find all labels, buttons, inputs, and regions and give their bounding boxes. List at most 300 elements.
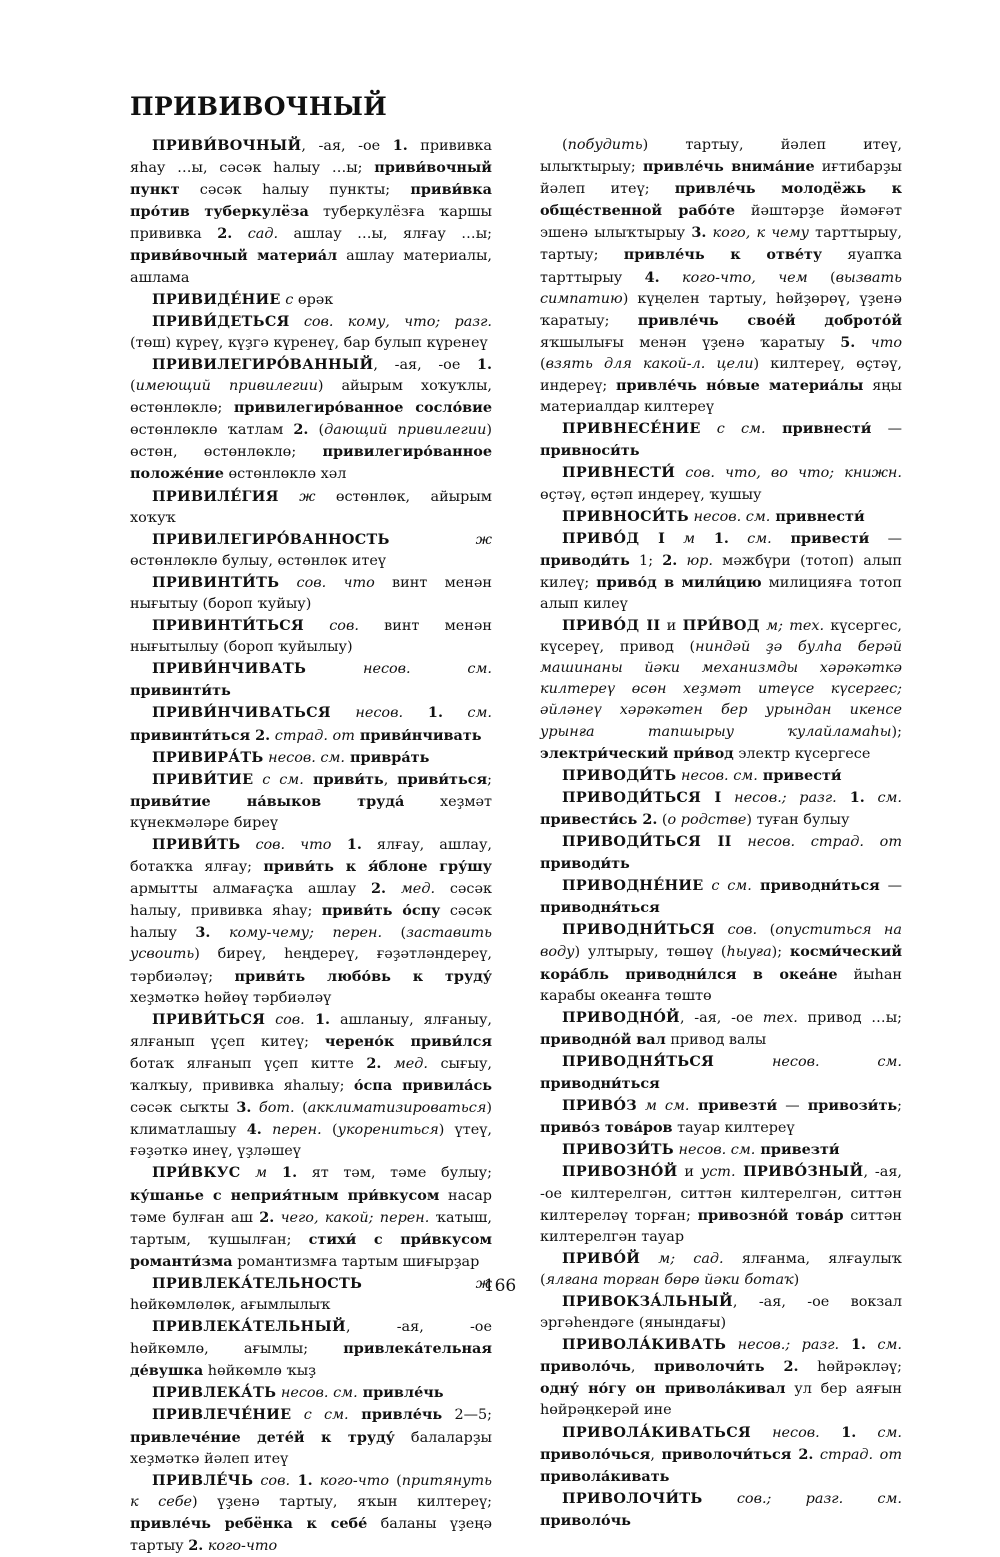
headword: ПРИВИ́ТЬСЯ xyxy=(152,1010,266,1028)
grammar-note: ж xyxy=(362,1275,492,1292)
bold-phrase: привле́чь к отве́ту xyxy=(623,246,823,264)
bold-phrase: привле́чь внима́ние xyxy=(642,158,815,176)
definition-text: ) xyxy=(793,1271,800,1288)
definition-text: привод …ы; xyxy=(797,1009,902,1026)
dictionary-entry xyxy=(540,1161,902,1247)
bold-phrase: привлека́тельная де́вушка xyxy=(130,1340,492,1380)
dictionary-column-right xyxy=(540,135,902,1532)
dictionary-entry xyxy=(540,506,902,528)
bold-phrase: 1. xyxy=(839,1336,866,1354)
definition-text: ) тартыу, йәлеп итеү, ылыҡтырыу; xyxy=(540,137,902,176)
dictionary-entry xyxy=(130,747,492,769)
definition-text: ) туған булыу xyxy=(746,811,850,828)
dictionary-entry xyxy=(540,1291,902,1334)
bold-phrase: 1. xyxy=(290,1471,313,1489)
grammar-note: ж xyxy=(278,488,316,505)
dictionary-entry xyxy=(130,289,492,311)
headword: ПРИВОЛА́КИВАТЬ xyxy=(562,1336,727,1354)
definition-text: винт менән нығытылыу (бороп ҡуйылыу) xyxy=(130,618,493,656)
headword: ПРИВОКЗА́ЛЬНЫЙ xyxy=(562,1292,733,1310)
definition-text: ) айырым хоҡуҡлы, өстөнлөклө; xyxy=(130,378,493,417)
bold-phrase: приви́тие на́выков труда́ xyxy=(130,792,405,810)
bold-phrase: приви́вочный материа́л xyxy=(130,247,338,265)
definition-text: , -ая, -ое xyxy=(373,356,477,373)
definition-text: ) ултырыу, төшөү ( xyxy=(574,944,727,961)
bold-phrase: приводи́ть xyxy=(540,855,630,873)
bold-phrase: косми́ческий кора́бль приводни́лся в океа́не xyxy=(540,943,902,983)
headword: ПРИВИДЕ́НИЕ xyxy=(152,290,281,308)
headword: ПРИВОЗНО́Й xyxy=(562,1163,678,1181)
grammar-note: имеющий привилегии xyxy=(135,378,318,395)
headword: ПРИВИЛЕ́ГИЯ xyxy=(152,487,279,505)
bold-phrase: 2. xyxy=(259,1208,275,1226)
grammar-note: кого-что xyxy=(203,1538,278,1554)
headword: ПРИВИНТИ́ТЬСЯ xyxy=(152,617,304,635)
bold-phrase: приви́ть о́спу xyxy=(321,902,441,920)
bold-phrase: 3. xyxy=(236,1099,252,1117)
headword: ПРИВИ́ТЬ xyxy=(152,836,241,853)
grammar-note: сов. что xyxy=(240,837,332,853)
definition-text: — xyxy=(879,878,903,895)
definition-text: баланы үҙеңә тартыу xyxy=(130,1515,492,1554)
grammar-note: что xyxy=(855,334,902,351)
headword: ПРИВИ́НЧИВАТЬСЯ xyxy=(152,704,331,722)
dictionary-entry xyxy=(540,135,902,418)
grammar-note: акклиматизироваться xyxy=(307,1100,487,1117)
grammar-note: притянуть к себе xyxy=(130,1472,492,1510)
grammar-note: несов.; разг. xyxy=(726,1337,840,1354)
dictionary-entry xyxy=(130,1382,492,1404)
dictionary-entry xyxy=(540,875,902,919)
headword: ПРИ́ВКУС xyxy=(152,1164,241,1182)
headword: ПРИВНЕСЕ́НИЕ xyxy=(562,420,701,438)
grammar-note: несов. страд. от xyxy=(731,834,902,850)
bold-phrase: 1. xyxy=(392,137,408,154)
definition-text: мәжбүри (тотоп) алып килеү; xyxy=(540,552,902,591)
grammar-note: бот. xyxy=(251,1100,295,1117)
definition-text: ( xyxy=(807,269,836,286)
definition-text: ялғау, ашлау, ботаҡҡа ялғау; xyxy=(130,837,492,876)
grammar-note: см. xyxy=(864,789,903,806)
definition-text: ) климатлашыу xyxy=(130,1100,492,1139)
definition-text: ашлау материалы, ашлама xyxy=(130,248,492,286)
definition-text: ( xyxy=(562,137,568,153)
definition-text: ( xyxy=(389,1472,402,1489)
grammar-note: мед. xyxy=(381,1055,428,1072)
definition-text: тауар килтереү xyxy=(672,1120,795,1137)
grammar-note: кого-что xyxy=(312,1472,390,1489)
headword: ПРИВИ́ДЕТЬСЯ xyxy=(152,312,290,330)
grammar-note: несов. xyxy=(750,1424,820,1441)
bold-phrase: приви́вка про́тив туберкулёза xyxy=(130,181,492,221)
grammar-note: страд. от xyxy=(813,1446,902,1463)
dictionary-entry xyxy=(130,1404,492,1469)
headword: ПРИВЛЕКА́ТЕЛЬНЫЙ xyxy=(152,1318,346,1336)
bold-phrase: 1. xyxy=(267,1164,298,1182)
headword: ПРИВОЗИ́ТЬ xyxy=(562,1141,674,1159)
grammar-note: несов. см. xyxy=(676,767,758,784)
bold-phrase: 4. xyxy=(246,1121,262,1139)
headword: ПРИВОЛОЧИ́ТЬ xyxy=(562,1489,703,1507)
bold-phrase: привле́чь молодёжь к обще́ственной рабо́те xyxy=(540,180,902,220)
grammar-note: о родстве xyxy=(667,811,747,828)
definition-text: — xyxy=(777,1098,808,1115)
grammar-note: несов. xyxy=(330,705,404,722)
dictionary-entry xyxy=(540,831,902,875)
definition-text: ); xyxy=(891,723,902,740)
dictionary-entry xyxy=(540,1095,902,1139)
grammar-note: сов. что, во что; книжн. xyxy=(675,465,902,482)
bold-phrase: привле́чь xyxy=(357,1384,444,1402)
bold-phrase: 1. xyxy=(304,1010,331,1028)
bold-phrase: 5. xyxy=(840,333,856,351)
definition-text: , -ая, -ое xyxy=(679,1009,763,1026)
dictionary-entry xyxy=(540,528,902,615)
grammar-note: побудить xyxy=(567,137,643,153)
dictionary-entry xyxy=(130,572,492,615)
grammar-note: м xyxy=(240,1165,268,1182)
grammar-note: чего, какой; перен. xyxy=(274,1209,430,1226)
bold-phrase: 4. xyxy=(644,268,660,286)
bold-phrase: привести́ xyxy=(771,529,870,547)
definition-text: ( xyxy=(540,355,546,372)
grammar-note: тех. xyxy=(762,1009,798,1026)
grammar-note: перен. xyxy=(261,1122,322,1139)
grammar-note: несов. см. xyxy=(306,661,492,678)
grammar-note: с см. xyxy=(253,771,304,788)
grammar-note: см. xyxy=(866,1337,902,1354)
grammar-note: вызвать симпатию xyxy=(540,269,902,307)
grammar-note: с см. xyxy=(700,421,766,438)
dictionary-entry xyxy=(540,1139,902,1161)
headword: ПРИВЛЕКА́ТЕЛЬНОСТЬ xyxy=(152,1274,363,1292)
bold-phrase: 3. xyxy=(691,224,707,242)
definition-text: туберкулёзға ҡаршы прививка xyxy=(130,204,492,243)
bold-phrase: приводни́ться xyxy=(540,1075,660,1093)
dictionary-entry xyxy=(540,1007,902,1051)
definition-text: өстөнлөклө ҡатлам xyxy=(130,422,294,439)
grammar-note: м; сад. xyxy=(640,1250,724,1267)
definition-text: привод валы xyxy=(665,1031,767,1048)
definition-text: романтизмға тартым шиғырҙар xyxy=(232,1253,480,1270)
headword: ПРИВОДНО́Й xyxy=(562,1008,680,1026)
bold-phrase: ку́шанье с неприя́тным при́вкусом xyxy=(130,1186,440,1204)
dictionary-entry xyxy=(540,1488,902,1532)
bold-phrase: черено́к приви́лся xyxy=(324,1032,492,1050)
definition-text: , -ая, -ое һөйкөмлө, ағымлы; xyxy=(130,1319,492,1358)
grammar-note: несов. см. xyxy=(688,508,771,525)
bold-phrase: приволо́чь xyxy=(540,1511,631,1529)
definition-text: ( xyxy=(757,922,776,939)
dictionary-entry xyxy=(540,418,902,462)
definition-text: яңы материалдар килтереү xyxy=(540,378,902,416)
definition-text: иғтибарҙы йәлеп итеү; xyxy=(540,159,903,198)
definition-text: милицияға тотоп алып килеү xyxy=(540,574,902,612)
headword: ПРИ́ВОД xyxy=(682,617,760,635)
definition-text: сәсәк һалыу пункты; xyxy=(179,182,411,199)
dictionary-entry xyxy=(540,765,902,787)
headword: ПРИВЛЕЧЕ́НИЕ xyxy=(152,1406,292,1424)
bold-phrase: привле́чь ребёнка к себе́ xyxy=(130,1514,368,1532)
grammar-note: сов. xyxy=(265,1011,305,1028)
headword: ПРИВОДИ́ТЬСЯ II xyxy=(562,833,732,850)
definition-text: өстөнлөк, айырым хоҡуҡ xyxy=(130,488,492,526)
grammar-note: страд. от xyxy=(270,727,355,744)
definition-text: ялғанма, ялғаулыҡ ( xyxy=(540,1250,902,1288)
definition-text: һөйрәкләү; xyxy=(798,1359,902,1376)
definition-text: , -ая, -ое вокзал эргәһендәге (янындағы) xyxy=(540,1293,902,1332)
bold-phrase: привноси́ть xyxy=(540,442,640,460)
bold-phrase: привинти́ться 2. xyxy=(130,726,271,744)
bold-phrase: привра́ть xyxy=(344,748,430,766)
dictionary-entry xyxy=(540,1422,902,1488)
bold-phrase: привести́сь 2. xyxy=(540,810,658,828)
definition-text: ); xyxy=(771,944,790,961)
bold-phrase: приви́ть любо́вь к труду́ xyxy=(234,967,492,985)
headword: ПРИВОДНИ́ТЬСЯ xyxy=(562,921,716,939)
grammar-note: дающий привилегии xyxy=(324,422,487,439)
grammar-note: кого-что, чем xyxy=(659,269,808,286)
headword: ПРИВОДНЕ́НИЕ xyxy=(562,877,704,895)
bold-phrase: 1. xyxy=(331,836,362,853)
definition-text: армытты алмағаҫҡа ашлау xyxy=(130,881,372,898)
dictionary-column-left xyxy=(130,135,492,1557)
bold-phrase: приви́ть xyxy=(303,770,384,788)
headword: ПРИВО́З xyxy=(562,1097,637,1115)
dictionary-entry xyxy=(540,1051,902,1095)
grammar-note: сов. что xyxy=(279,574,375,591)
definition-text: ) өстөн, өстөнлөклө; xyxy=(130,422,492,461)
definition-text: , -ая, -ое xyxy=(301,138,393,154)
headword: ПРИВЛЕ́ЧЬ xyxy=(152,1471,254,1489)
bold-phrase: приводни́ться xyxy=(751,877,880,895)
bold-phrase: приви́ться xyxy=(397,770,488,788)
bold-phrase: приви́вочный пункт xyxy=(130,159,492,199)
bold-phrase: привезти́ xyxy=(755,1141,840,1159)
bold-phrase: привле́чь xyxy=(348,1406,443,1424)
dictionary-entry xyxy=(130,135,492,289)
definition-text: йәштәрҙе йәмәғәт эшенә ылыҡтырыу xyxy=(540,203,902,242)
definition-text: ( xyxy=(321,1122,338,1139)
headword: ПРИВИ́ТИЕ xyxy=(152,770,254,788)
definition-text: сығыу, ҡалҡыу, прививка яһалыу; xyxy=(130,1055,492,1095)
bold-phrase: о́спа привила́сь xyxy=(353,1077,493,1095)
grammar-note: см. xyxy=(728,530,772,547)
grammar-note: несов. см. xyxy=(276,1385,358,1402)
bold-phrase: приви́ть к я́блоне гру́шу xyxy=(263,858,492,876)
dictionary-entry xyxy=(130,1162,492,1272)
grammar-note: мед. xyxy=(386,881,436,898)
grammar-note: сов. xyxy=(715,922,758,939)
bold-phrase: одну́ но́гу он привола́кивал xyxy=(540,1380,786,1398)
grammar-note: см. xyxy=(442,705,492,722)
dictionary-entry xyxy=(130,658,492,702)
definition-text: балаларҙы хеҙмәткә йәлеп итеү xyxy=(130,1429,492,1467)
grammar-note: несов. см. xyxy=(714,1053,902,1070)
definition-text: насар тәме булған аш xyxy=(130,1187,492,1226)
dictionary-entry xyxy=(130,834,492,1009)
bold-phrase: привнести́ xyxy=(765,420,872,438)
dictionary-entry xyxy=(130,702,492,746)
bold-phrase: электри́ческий при́вод xyxy=(540,744,734,762)
definition-text: өрәк xyxy=(293,291,334,308)
definition-text: ( xyxy=(308,422,325,439)
bold-phrase: приволо́чься xyxy=(540,1445,651,1463)
definition-text: и xyxy=(677,1164,701,1181)
grammar-note: м; тех. xyxy=(759,618,825,635)
definition-text: һөйкөмлөлөк, ағымлылыҡ xyxy=(130,1296,331,1313)
bold-phrase: стихи́ с при́вкусом романти́зма xyxy=(130,1230,492,1270)
bold-phrase: привола́кивать xyxy=(540,1467,670,1485)
dictionary-entry xyxy=(130,311,492,354)
definition-text: тарттырыу, тартыу; xyxy=(540,225,902,264)
bold-phrase: I xyxy=(639,529,665,547)
bold-phrase: 2. xyxy=(791,1445,814,1463)
bold-phrase: привилегиро́ванное положе́ние xyxy=(130,443,492,483)
grammar-note: сов. xyxy=(304,618,359,635)
grammar-note: сов.; разг. см. xyxy=(702,1490,902,1507)
dictionary-entry xyxy=(130,529,492,572)
definition-text: ) биреү, һеңдереү, ғәҙәтләндереү, тәрбиәләү; xyxy=(130,946,492,985)
bold-phrase: 1. xyxy=(819,1423,857,1441)
definition-text: ят тәм, тәме булыу; xyxy=(297,1165,492,1182)
bold-phrase: 1. xyxy=(403,704,443,722)
definition-text: (төш) күреү, күҙгә күренеү, бар булып күренеү xyxy=(130,334,488,351)
definition-text: һөйкөмлө ҡыҙ xyxy=(203,1363,316,1380)
grammar-note: несов.; разг. xyxy=(721,789,837,806)
grammar-note: с см. xyxy=(291,1407,349,1424)
definition-text: ; xyxy=(487,771,492,788)
bold-phrase: 3. xyxy=(195,924,211,942)
definition-text: , xyxy=(650,1446,662,1463)
grammar-note: һыуға xyxy=(726,944,772,961)
definition-text: , xyxy=(630,1359,655,1376)
headword: ПРИВЛЕКА́ТЬ xyxy=(152,1384,277,1402)
bold-phrase: приво́д в мили́цию xyxy=(596,573,762,591)
bold-phrase: привле́чь свое́й доброто́й xyxy=(637,311,903,329)
grammar-note: несов. см. xyxy=(673,1142,756,1159)
grammar-note: несов. см. xyxy=(263,749,345,766)
definition-text: өстөнлөклө булыу, өстөнлөк итеү xyxy=(130,552,386,569)
definition-text: ( xyxy=(294,1100,308,1117)
grammar-note: м xyxy=(664,530,696,547)
dictionary-entry xyxy=(540,919,902,1006)
grammar-note: юр. xyxy=(677,552,713,569)
grammar-note: опуститься на воду xyxy=(540,922,902,961)
bold-phrase: приволо́чь xyxy=(540,1358,631,1376)
bold-phrase: привле́чь но́вые материа́лы xyxy=(616,377,864,395)
definition-text: күсергес, күсереү, привод ( xyxy=(540,618,902,656)
bold-phrase: 1. xyxy=(695,529,729,547)
definition-text: өстөнлөклө хәл xyxy=(223,466,347,483)
dictionary-entry xyxy=(130,486,492,529)
bold-phrase: 1. xyxy=(476,355,492,373)
dictionary-entry xyxy=(540,1334,902,1421)
definition-text: ( xyxy=(130,378,136,395)
bold-phrase: приводи́ть xyxy=(540,551,630,569)
bold-phrase: 2. xyxy=(293,421,309,439)
bold-phrase: 2. xyxy=(371,880,387,898)
definition-text: ( xyxy=(657,811,668,828)
bold-phrase: 2. xyxy=(366,1054,382,1072)
grammar-note: ж xyxy=(389,531,492,548)
definition-text: йыһан карабы океанға төштө xyxy=(540,966,902,1004)
grammar-note: сов. xyxy=(253,1472,291,1489)
bold-phrase: привнести́ xyxy=(770,507,865,525)
bold-phrase: приволочи́ться xyxy=(661,1445,792,1463)
grammar-note: сад. xyxy=(232,226,279,243)
bold-phrase: приволочи́ть 2. xyxy=(654,1358,799,1376)
definition-text: и xyxy=(660,618,683,635)
headword: ПРИВИНТИ́ТЬ xyxy=(152,573,280,591)
dictionary-entry xyxy=(130,354,492,486)
bold-phrase: приво́з това́ров xyxy=(540,1119,673,1137)
grammar-note: ниндәй ҙә булһа берәй машинаны йәки механизмды хәрәкәткә килтереү өсөн хеҙмәт итеүсе күсергес; әйләнеү хәрәкәтен бер урындан икенсе урынға тапшырыу ҡулайламаһы xyxy=(540,639,902,740)
definition-text: сәсәк һалыу, прививка яһау; xyxy=(130,881,493,920)
bold-phrase: привилегиро́ванное сосло́вие xyxy=(233,399,492,417)
grammar-note: укорениться xyxy=(337,1122,439,1139)
headword: ПРИВНЕСТИ́ xyxy=(562,464,676,482)
definition-text: ситтән килтерелгән тауар xyxy=(540,1207,902,1245)
headword: ПРИВИЛЕГИРО́ВАННЫЙ xyxy=(152,355,374,373)
definition-text: , -ая, -ое килтерелгән, ситтән килтерелгән, ситтән килтереләү торған; xyxy=(540,1164,902,1224)
definition-text: 1; xyxy=(629,552,663,569)
definition-text: ) килтереү, өҫтәү, индереү; xyxy=(540,355,902,395)
bold-phrase: 2. xyxy=(217,225,233,243)
definition-text: ) күңелен тартыу, һөйҙөрөү, үҙенә ҡаратыу; xyxy=(540,290,902,329)
definition-text: , xyxy=(383,771,398,788)
definition-text: ҡатыш, тартым, ҡушылған; xyxy=(130,1209,492,1248)
definition-text: — xyxy=(869,530,902,547)
definition-text: хеҙмәт күнекмәләре биреү xyxy=(130,793,492,831)
bold-phrase: привозно́й това́р xyxy=(697,1206,844,1224)
headword: ПРИВОДНЯ́ТЬСЯ xyxy=(562,1052,715,1070)
grammar-note: кому-чему; перен. xyxy=(210,925,383,942)
bold-phrase: 2. xyxy=(188,1537,204,1554)
definition-text: ) үтеү, ғәҙәткә инеү, үҙләшеү xyxy=(130,1122,492,1160)
definition-text: ( xyxy=(382,925,407,942)
dictionary-entry xyxy=(130,769,492,834)
dictionary-entry xyxy=(540,462,902,505)
definition-text: ; xyxy=(897,1098,902,1115)
definition-text: ашланыу, ялғаныу, ялғанып үҫеп китеү; xyxy=(130,1011,492,1050)
headword: ПРИВО́ЗНЫЙ xyxy=(735,1163,864,1181)
running-head: ПРИВИВОЧНЫЙ xyxy=(130,92,388,121)
headword: ПРИВИРА́ТЬ xyxy=(152,748,264,766)
grammar-note: кого, к чему xyxy=(706,225,809,242)
grammar-note: сов. кому, что; разг. xyxy=(289,313,492,330)
bold-phrase: привинти́ть xyxy=(130,682,231,700)
dictionary-entry xyxy=(540,615,902,765)
definition-text: ботаҡ ялғанып үҫеп китте xyxy=(130,1055,367,1072)
definition-text: ул бер аяғын һөйрәңкерәй ине xyxy=(540,1381,902,1419)
bold-phrase: привози́ть xyxy=(807,1097,898,1115)
definition-text: яуапҡа тарттырыу xyxy=(540,247,903,286)
bold-phrase: приводня́ться xyxy=(540,899,660,917)
grammar-note: ялғана торған бөрө йәки ботаҡ xyxy=(545,1271,794,1288)
headword: ПРИВОДИ́ТЬ xyxy=(562,766,677,784)
bold-phrase: привезти́ xyxy=(689,1097,778,1115)
dictionary-entry xyxy=(130,1009,492,1163)
grammar-note: заставить усвоить xyxy=(130,925,492,963)
definition-text: винт менән нығытыу (бороп ҡуйыу) xyxy=(130,574,492,612)
definition-text: ашлау …ы, ялғау …ы; xyxy=(278,226,492,243)
definition-text: ) үҙенә тартыу, яҡын килтереү; xyxy=(192,1493,492,1510)
page-number: 166 xyxy=(483,1276,517,1296)
definition-text: электр күсергесе xyxy=(733,745,871,762)
headword: ПРИВИ́ВОЧНЫЙ xyxy=(152,137,302,154)
definition-text: 2—5; xyxy=(442,1407,493,1424)
